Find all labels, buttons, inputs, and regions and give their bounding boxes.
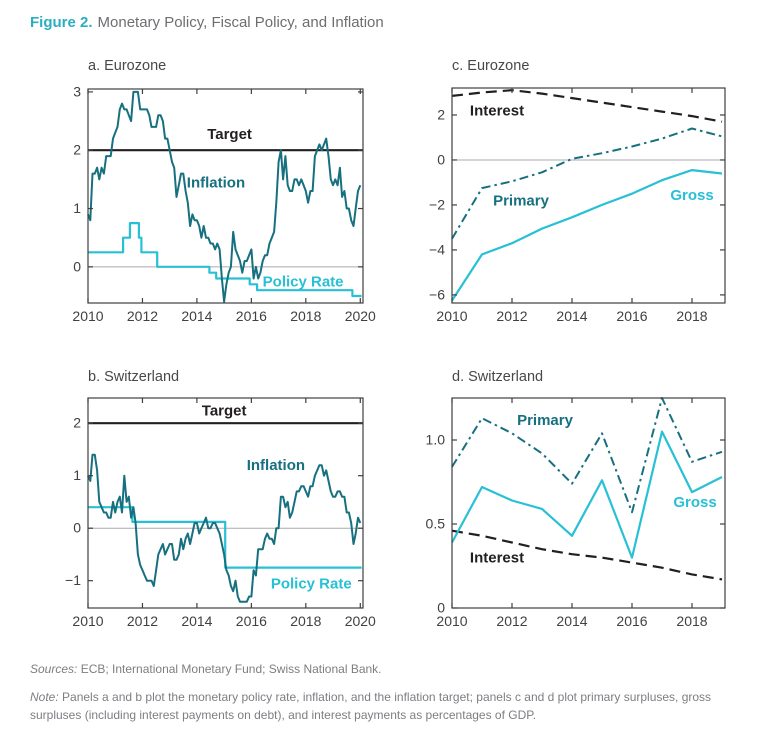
c-ytick-label: −6 bbox=[429, 286, 445, 303]
c-primary-label: Primary bbox=[493, 192, 549, 210]
d-xtick-label: 2012 bbox=[496, 613, 528, 629]
panel-b-title: b. Switzerland bbox=[88, 369, 180, 385]
panel-c-title: c. Eurozone bbox=[452, 58, 530, 74]
a-plot-border bbox=[88, 89, 363, 303]
d-xtick-label: 2016 bbox=[616, 613, 648, 629]
a-xtick-label: 2010 bbox=[72, 308, 104, 324]
c-xtick-label: 2014 bbox=[556, 308, 588, 324]
a-xtick-label: 2012 bbox=[126, 308, 159, 324]
d-primary-label: Primary bbox=[517, 411, 573, 429]
b-policy-rate-label: Policy Rate bbox=[270, 575, 352, 593]
d-xtick-label: 2014 bbox=[556, 613, 588, 629]
b-xtick-label: 2012 bbox=[126, 613, 159, 629]
b-ytick-label: 1 bbox=[73, 467, 81, 484]
d-ytick-label: 0.5 bbox=[425, 515, 445, 532]
figure-note bbox=[30, 688, 752, 724]
a-xtick-label: 2018 bbox=[290, 308, 322, 324]
c-xtick-label: 2016 bbox=[616, 308, 648, 324]
d-ytick-label: 1.0 bbox=[425, 431, 445, 448]
b-target-label: Target bbox=[201, 402, 247, 420]
b-inflation-label: Inflation bbox=[246, 457, 306, 475]
sources-text: ECB; International Monetary Fund; Swiss National Bank. bbox=[77, 662, 382, 676]
a-xtick-label: 2020 bbox=[344, 308, 376, 324]
d-interest-label: Interest bbox=[469, 549, 525, 567]
panel-d-plot bbox=[426, 398, 725, 629]
b-xtick-label: 2018 bbox=[290, 613, 322, 629]
a-inflation-label: Inflation bbox=[186, 174, 246, 192]
b-ytick-label: 2 bbox=[73, 414, 81, 431]
a-xtick-label: 2016 bbox=[235, 308, 267, 324]
b-ytick-label: −1 bbox=[65, 572, 81, 589]
a-xtick-label: 2014 bbox=[181, 308, 213, 324]
c-ytick-label: −2 bbox=[429, 196, 445, 213]
d-ytick-label: 0 bbox=[437, 599, 445, 616]
figure-title: Monetary Policy, Fiscal Policy, and Inflation bbox=[97, 14, 384, 31]
a-axis-ticks bbox=[88, 89, 363, 303]
c-xtick-label: 2010 bbox=[436, 308, 468, 324]
panel-a-plot bbox=[72, 83, 376, 324]
d-gross-label: Gross bbox=[673, 494, 717, 512]
c-ytick-label: 0 bbox=[437, 151, 445, 168]
panel-d-title: d. Switzerland bbox=[452, 369, 544, 385]
b-xtick-label: 2020 bbox=[344, 613, 376, 629]
figure-sources bbox=[30, 660, 752, 678]
b-xtick-label: 2016 bbox=[235, 613, 267, 629]
b-xtick-label: 2014 bbox=[181, 613, 213, 629]
a-inflation-line bbox=[88, 92, 360, 302]
c-xtick-label: 2012 bbox=[496, 308, 528, 324]
figure-number: Figure 2. bbox=[30, 14, 93, 31]
b-ytick-label: 0 bbox=[73, 519, 81, 536]
a-target-label: Target bbox=[207, 125, 252, 143]
c-xtick-label: 2018 bbox=[676, 308, 708, 324]
c-primary-line bbox=[452, 129, 722, 239]
note-label: Note: bbox=[30, 690, 59, 704]
c-interest-label: Interest bbox=[469, 102, 525, 120]
sources-label: Sources: bbox=[30, 662, 78, 676]
a-ytick-label: 3 bbox=[73, 83, 81, 100]
panel-b-plot bbox=[65, 398, 376, 629]
c-ytick-label: −4 bbox=[429, 241, 445, 258]
c-gross-label: Gross bbox=[670, 186, 714, 204]
note-text: Panels a and b plot the monetary policy rate, inflation, and the inflation target; panels c and d plot primary surpluses, gross surpluses (including interest payments on debt), and interest payments as percentages of GDP. bbox=[30, 690, 712, 722]
d-xtick-label: 2010 bbox=[436, 613, 468, 629]
a-ytick-label: 0 bbox=[73, 258, 81, 275]
c-ytick-label: 2 bbox=[437, 106, 445, 123]
a-policy-rate-label: Policy Rate bbox=[262, 273, 344, 291]
a-ytick-label: 1 bbox=[73, 200, 81, 217]
b-xtick-label: 2010 bbox=[72, 613, 104, 629]
panel-a-title: a. Eurozone bbox=[88, 58, 167, 74]
panel-c-plot bbox=[429, 88, 725, 324]
a-ytick-label: 2 bbox=[73, 141, 81, 158]
d-xtick-label: 2018 bbox=[676, 613, 708, 629]
